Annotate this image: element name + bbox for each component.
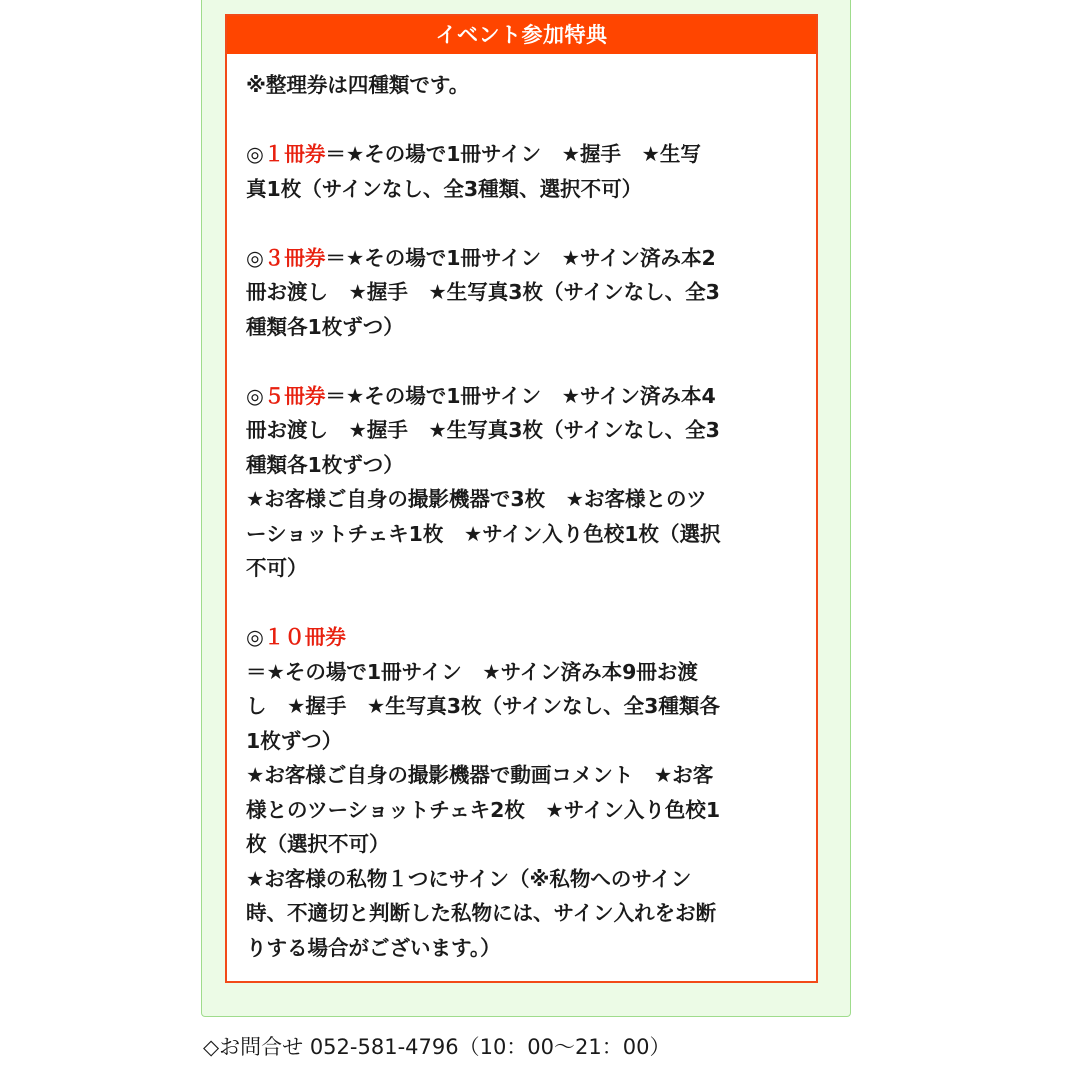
ticket-10-text-9: りする場合がございます。） [246, 935, 501, 960]
ticket-5-line-0 [246, 379, 798, 414]
event-benefits-box [225, 14, 818, 983]
ticket-1-line-0 [246, 137, 798, 172]
ticket-3-mark: ◎ [246, 245, 264, 270]
contact-info: ◇お問合せ 052-581-4796（10：00〜21：00） [203, 1035, 671, 1059]
ticket-10-text-6: 枚（選択不可） [246, 832, 390, 856]
ticket-5-text-4: ーショットチェキ1枚 ★サイン入り色校1枚（選択 [246, 521, 721, 546]
ticket-5-text-1: 冊お渡し ★握手 ★生写真3枚（サインなし、全3 [246, 418, 720, 442]
spacer [246, 344, 798, 379]
ticket-5-text-0: ＝★その場で1冊サイン ★サイン済み本4 [325, 383, 716, 408]
ticket-5-text-3: ★お客様ご自身の撮影機器で3枚 ★お客様とのツ [246, 487, 707, 511]
ticket-5-text-5: 不可） [246, 556, 308, 580]
ticket-10-text-4: ★お客様ご自身の撮影機器で動画コメント ★お客 [246, 763, 714, 787]
ticket-3-name: ３冊券 [263, 245, 326, 270]
ticket-10-text-3: 1枚ずつ） [246, 728, 343, 753]
spacer [246, 206, 798, 241]
event-benefits-header: イベント参加特典 [227, 16, 816, 54]
ticket-1-name: １冊券 [263, 142, 326, 166]
ticket-1-mark: ◎ [246, 142, 264, 166]
event-benefits-body [227, 54, 816, 965]
spacer [246, 586, 798, 621]
ticket-1-text-1: 真1枚（サインなし、全3種類、選択不可） [246, 176, 643, 201]
ticket-10-text-8: 時、不適切と判断した私物には、サイン入れをお断 [246, 901, 717, 925]
ticket-3-text-1: 冊お渡し ★握手 ★生写真3枚（サインなし、全3 [246, 280, 720, 304]
spacer [246, 103, 798, 138]
ticket-10-name: １０冊券 [263, 625, 346, 649]
ticket-10-mark: ◎ [246, 625, 264, 649]
ticket-1-text-0: ＝★その場で1冊サイン ★握手 ★生写 [325, 142, 701, 166]
ticket-10-text-5: 様とのツーショットチェキ2枚 ★サイン入り色校1 [246, 797, 721, 822]
ticket-3-text-0: ＝★その場で1冊サイン ★サイン済み本2 [325, 245, 716, 270]
ticket-5-text-2: 種類各1枚ずつ） [246, 452, 404, 477]
ticket-5-name: ５冊券 [263, 383, 326, 408]
ticket-10-text-1: ＝★その場で1冊サイン ★サイン済み本9冊お渡 [246, 659, 698, 684]
ticket-3-line-0 [246, 241, 798, 276]
ticket-3-text-2: 種類各1枚ずつ） [246, 314, 404, 339]
ticket-10-line-0 [246, 620, 798, 655]
ticket-10-text-7: ★お客様の私物１つにサイン（※私物へのサイン [246, 866, 692, 891]
ticket-10-text-2: し ★握手 ★生写真3枚（サインなし、全3種類各 [246, 694, 720, 718]
ticket-note: ※整理券は四種類です。 [246, 73, 470, 97]
ticket-5-mark: ◎ [246, 383, 264, 408]
